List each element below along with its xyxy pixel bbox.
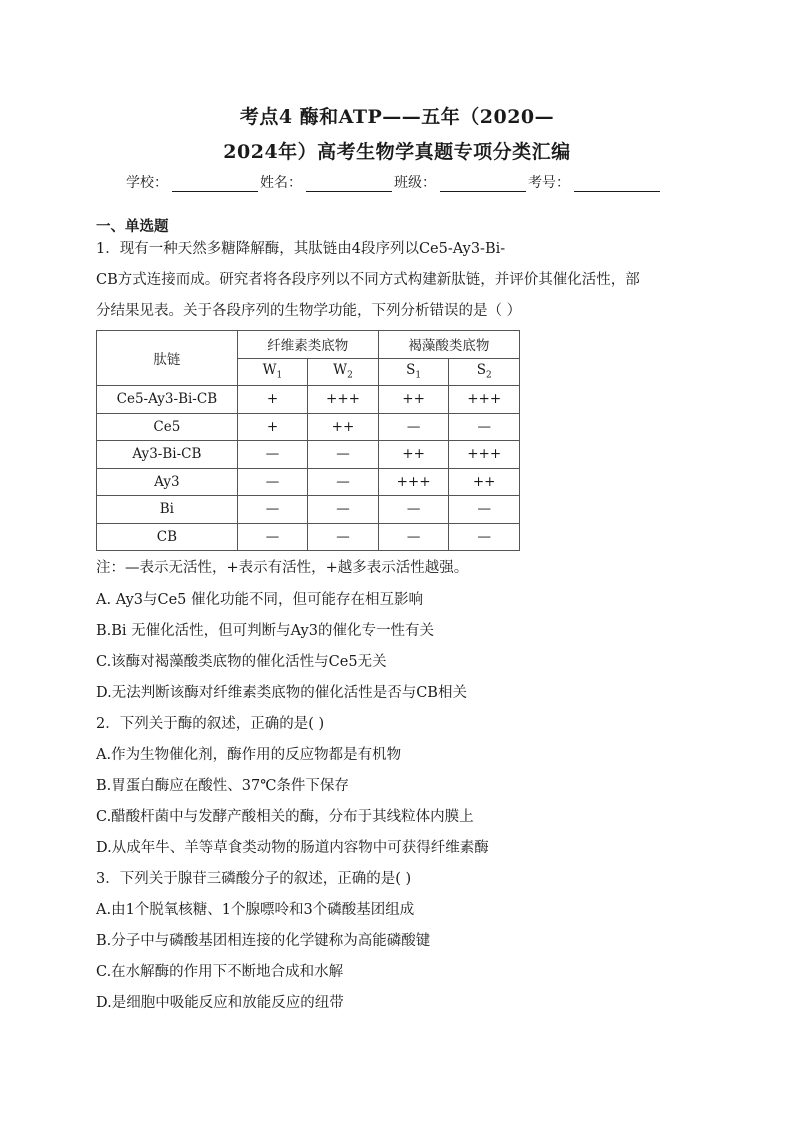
table-cell: ++ [449,468,520,496]
table-row-label: Bi [97,496,238,524]
name-blank[interactable] [306,177,392,192]
table-cell: — [308,523,379,551]
table-header-alginate: 褐藻酸类底物 [378,331,519,359]
class-label: 班级： [394,175,436,191]
table-cell: — [308,441,379,469]
table-subheader-w2: $W_2$ [308,358,379,386]
table-cell: +++ [449,441,520,469]
table-header-peptide: 肽链 [97,331,238,386]
question-2-stem: 2．下列关于酶的叙述，正确的是( ) [96,716,325,732]
school-blank[interactable] [172,177,258,192]
table-subheader-w1: $W_1$ [237,358,307,386]
table-cell: +++ [378,468,449,496]
school-label: 学校： [126,175,168,191]
table-cell: — [308,468,379,496]
table-cell: — [237,468,307,496]
table-cell: ++ [378,386,449,414]
table-row [97,386,520,414]
table-subheader-s2: $S_2$ [449,358,520,386]
q2-option-a[interactable]: A.作为生物催化剂，酶作用的反应物都是有机物 [96,747,402,763]
table-cell: — [449,496,520,524]
q1-option-c[interactable]: C.该酶对褐藻酸类底物的催化活性与Ce5无关 [96,654,387,670]
table-cell: — [378,496,449,524]
activity-table [96,330,520,551]
table-cell: — [449,523,520,551]
question-1-line-1: 1．现有一种天然多糖降解酶，其肽链由4段序列以Ce5-Ay3-Bi- [96,241,506,257]
table-cell: ++ [378,441,449,469]
table-cell: — [237,496,307,524]
table-cell: + [237,413,307,441]
table-cell: — [378,413,449,441]
q1-option-a[interactable]: A. Ay3与Ce5 催化功能不同，但可能存在相互影响 [96,592,423,608]
table-cell: — [378,523,449,551]
table-cell: + [237,386,307,414]
table-subheader-s1: $S_1$ [378,358,449,386]
table-cell: — [449,413,520,441]
question-3-stem: 3．下列关于腺苷三磷酸分子的叙述，正确的是( ) [96,871,412,887]
table-header-cellulose: 纤维素类底物 [237,331,378,359]
questions-body [96,585,700,1019]
q3-option-d[interactable]: D.是细胞中吸能反应和放能反应的纽带 [96,995,344,1011]
section-title: 一、单选题 [96,218,169,235]
title-line-2: 2024年）高考生物学真题专项分类汇编 [223,141,571,163]
table-row-label: Ay3-Bi-CB [97,441,238,469]
table-cell: — [308,496,379,524]
table-row-label: CB [97,523,238,551]
table-cell: +++ [308,386,379,414]
table-note: 注：—表示无活性，+表示有活性，+越多表示活性越强。 [96,560,469,576]
student-info-row [126,172,686,192]
question-1-stem [96,234,700,327]
school-field [126,172,260,192]
question-1-line-2: CB方式连接而成。研究者将各段序列以不同方式构建新肽链，并评价其催化活性，部 [96,272,640,288]
q2-option-d[interactable]: D.从成年牛、羊等草食类动物的肠道内容物中可获得纤维素酶 [96,840,489,856]
q3-option-b[interactable]: B.分子中与磷酸基团相连接的化学键称为高能磷酸键 [96,933,431,949]
table-row [97,441,520,469]
table-row-label: Ce5 [97,413,238,441]
exam-number-label: 考号： [528,175,570,191]
class-field [394,172,528,192]
question-1-line-3: 分结果见表。关于各段序列的生物学功能，下列分析错误的是（ ） [96,303,522,319]
table-cell: — [237,441,307,469]
name-label: 姓名： [260,175,302,191]
name-field [260,172,394,192]
exam-number-blank[interactable] [574,177,660,192]
q2-option-c[interactable]: C.醋酸杆菌中与发酵产酸相关的酶，分布于其线粒体内膜上 [96,809,474,825]
table-row-label: Ay3 [97,468,238,496]
class-blank[interactable] [440,177,526,192]
q1-option-b[interactable]: B.Bi 无催化活性，但可判断与Ay3的催化专一性有关 [96,623,434,639]
table-cell: ++ [308,413,379,441]
table-row [97,413,520,441]
table-row-label: Ce5-Ay3-Bi-CB [97,386,238,414]
title-line-1: 考点4 酶和ATP——五年（2020— [239,106,555,128]
table-cell: +++ [449,386,520,414]
q2-option-b[interactable]: B.胃蛋白酶应在酸性、37℃条件下保存 [96,778,349,794]
table-header-row [97,331,520,359]
q3-option-c[interactable]: C.在水解酶的作用下不断地合成和水解 [96,964,344,980]
q3-option-a[interactable]: A.由1个脱氧核糖、1个腺嘌呤和3个磷酸基团组成 [96,902,415,918]
table-row [97,468,520,496]
table-row [97,496,520,524]
exam-number-field [528,172,662,192]
q1-option-d[interactable]: D.无法判断该酶对纤维素类底物的催化活性是否与CB相关 [96,685,467,701]
table-row [97,523,520,551]
table-cell: — [237,523,307,551]
